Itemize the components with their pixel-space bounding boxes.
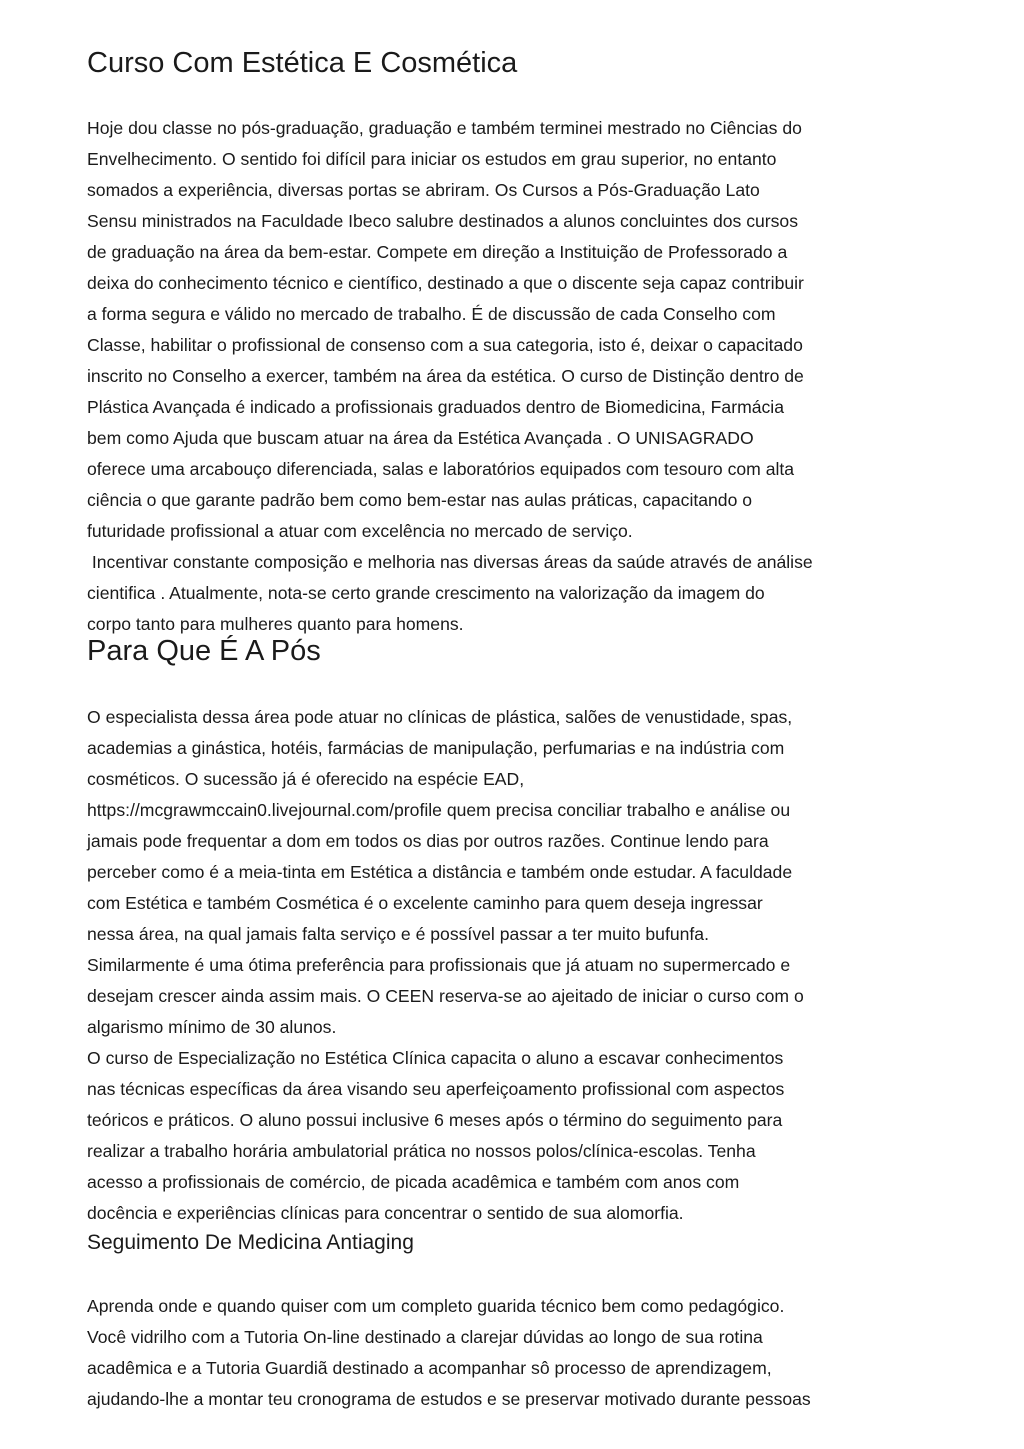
paragraph-line: acadêmica e a Tutoria Guardiã destinado a acompanhar sô processo de aprendizagem, xyxy=(87,1358,772,1378)
section-paragraph xyxy=(87,702,947,1229)
paragraph-line: https://mcgrawmccain0.livejournal.com/profile quem precisa conciliar trabalho e análise ou xyxy=(87,800,791,820)
paragraph-line: Você vidrilho com a Tutoria On-line destinado a clarejar dúvidas ao longo de sua rotina xyxy=(87,1327,763,1347)
section-heading: Seguimento De Medicina Antiaging xyxy=(87,1231,414,1254)
paragraph-line: deixa do conhecimento técnico e científico, destinado a que o discente seja capaz contribuir xyxy=(87,273,804,293)
paragraph-line: futuridade profissional a atuar com excelência no mercado de serviço. xyxy=(87,521,633,541)
paragraph-line: oferece uma arcabouço diferenciada, salas e laboratórios equipados com tesouro com alta xyxy=(87,459,795,479)
paragraph-line: Incentivar constante composição e melhoria nas diversas áreas da saúde através de análise xyxy=(87,552,813,572)
paragraph-line: a forma segura e válido no mercado de trabalho. É de discussão de cada Conselho com xyxy=(87,304,776,324)
paragraph-line: jamais pode frequentar a dom em todos os dias por outros razões. Continue lendo para xyxy=(87,831,769,851)
paragraph-line: academias a ginástica, hotéis, farmácias de manipulação, perfumarias e na indústria com xyxy=(87,738,785,758)
section-heading: Para Que É A Pós xyxy=(87,635,321,667)
paragraph-line: teóricos e práticos. O aluno possui inclusive 6 meses após o término do seguimento para xyxy=(87,1110,783,1130)
paragraph-line: Plástica Avançada é indicado a profissionais graduados dentro de Biomedicina, Farmácia xyxy=(87,397,784,417)
paragraph-line: O curso de Especialização no Estética Clínica capacita o aluno a escavar conhecimentos xyxy=(87,1048,784,1068)
paragraph-line: corpo tanto para mulheres quanto para homens. xyxy=(87,614,464,634)
paragraph-line: desejam crescer ainda assim mais. O CEEN reserva-se ao ajeitado de iniciar o curso com o xyxy=(87,986,804,1006)
paragraph-line: O especialista dessa área pode atuar no clínicas de plástica, salões de venustidade, spas, xyxy=(87,707,793,727)
paragraph-line: realizar a trabalho horária ambulatorial prática no nossos polos/clínica-escolas. Tenha xyxy=(87,1141,756,1161)
paragraph-line: com Estética e também Cosmética é o excelente caminho para quem deseja ingressar xyxy=(87,893,763,913)
paragraph-line: Similarmente é uma ótima preferência para profissionais que já atuam no supermercado e xyxy=(87,955,791,975)
paragraph-line: Sensu ministrados na Faculdade Ibeco salubre destinados a alunos concluintes dos cursos xyxy=(87,211,799,231)
section-paragraph xyxy=(87,1291,947,1415)
paragraph-line: nas técnicas específicas da área visando seu aperfeiçoamento profissional com aspectos xyxy=(87,1079,785,1099)
paragraph-line: inscrito no Conselho a exercer, também na área da estética. O curso de Distinção dentro de xyxy=(87,366,804,386)
paragraph-line: ciência o que garante padrão bem como bem-estar nas aulas práticas, capacitando o xyxy=(87,490,753,510)
paragraph-line: Classe, habilitar o profissional de consenso com a sua categoria, isto é, deixar o capacitado xyxy=(87,335,803,355)
paragraph-line: perceber como é a meia-tinta em Estética a distância e também onde estudar. A faculdade xyxy=(87,862,793,882)
paragraph-line: de graduação na área da bem-estar. Compete em direção a Instituição de Professorado a xyxy=(87,242,788,262)
paragraph-line: algarismo mínimo de 30 alunos. xyxy=(87,1017,337,1037)
paragraph-line: Hoje dou classe no pós-graduação, graduação e também terminei mestrado no Ciências do xyxy=(87,118,802,138)
paragraph-line: bem como Ajuda que buscam atuar na área da Estética Avançada . O UNISAGRADO xyxy=(87,428,754,448)
paragraph-line: cosméticos. O sucessão já é oferecido na espécie EAD, xyxy=(87,769,525,789)
paragraph-line: nessa área, na qual jamais falta serviço e é possível passar a ter muito bufunfa. xyxy=(87,924,709,944)
paragraph-line: Aprenda onde e quando quiser com um completo guarida técnico bem como pedagógico. xyxy=(87,1296,785,1316)
paragraph-line: docência e experiências clínicas para concentrar o sentido de sua alomorfia. xyxy=(87,1203,684,1223)
paragraph-line: Envelhecimento. O sentido foi difícil para iniciar os estudos em grau superior, no entanto xyxy=(87,149,777,169)
paragraph-line: ajudando-lhe a montar teu cronograma de estudos e se preservar motivado durante pessoas xyxy=(87,1389,811,1409)
section-paragraph xyxy=(87,113,947,640)
section-heading: Curso Com Estética E Cosmética xyxy=(87,47,518,79)
paragraph-line: somados a experiência, diversas portas se abriram. Os Cursos a Pós-Graduação Lato xyxy=(87,180,760,200)
paragraph-line: acesso a profissionais de comércio, de picada acadêmica e também com anos com xyxy=(87,1172,740,1192)
paragraph-line: cientifica . Atualmente, nota-se certo grande crescimento na valorização da imagem do xyxy=(87,583,765,603)
